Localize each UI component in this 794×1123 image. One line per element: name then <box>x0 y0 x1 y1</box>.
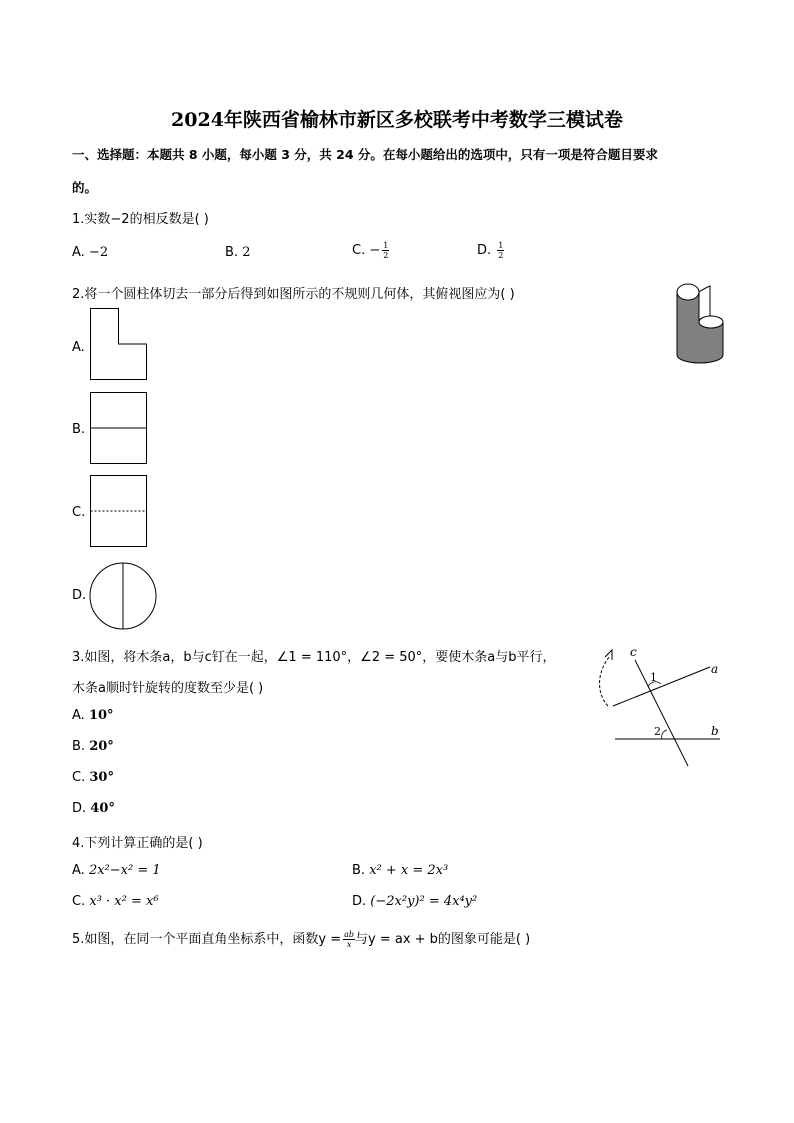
option-c-rect-dashed-line-view <box>90 475 147 547</box>
q5-stem-pre: 5.如图，在同一个平面直角坐标系中，函数y = <box>72 932 342 947</box>
q3-option-a[interactable] <box>72 708 114 723</box>
fraction: $\frac{1}{2}$ <box>383 241 389 260</box>
option-label: C. <box>72 770 86 785</box>
option-label: A. <box>72 708 85 723</box>
q4-option-d[interactable] <box>352 894 477 909</box>
label-angle-2: 2 <box>654 725 661 738</box>
line-c <box>635 660 688 766</box>
option-label: C. <box>72 894 86 909</box>
q5-stem-post: 与y = ax + b的图象可能是( ) <box>355 932 531 947</box>
q1-option-c[interactable] <box>352 241 389 260</box>
q4-option-b[interactable] <box>352 863 448 878</box>
label-c: c <box>630 645 637 659</box>
label-a: a <box>711 662 719 676</box>
q3-lines-figure <box>590 640 725 770</box>
label-angle-1: 1 <box>650 671 657 684</box>
option-text: x³ · x² = x⁶ <box>89 894 159 909</box>
option-label: A. <box>72 863 85 878</box>
option-label: A. <box>72 245 85 260</box>
option-text: 2 <box>242 245 251 260</box>
question-2-stem: 2.将一个圆柱体切去一部分后得到如图所示的不规则几何体，其俯视图应为( ) <box>72 287 515 302</box>
question-4-stem: 4.下列计算正确的是( ) <box>72 836 203 851</box>
option-text: − <box>369 243 381 258</box>
option-b-rect-solid-line-view <box>90 392 147 464</box>
label-b: b <box>711 724 719 738</box>
q2-option-c[interactable]: C. <box>72 505 86 520</box>
q4-option-c[interactable] <box>72 894 159 909</box>
question-3-stem-line1: 3.如图，将木条a，b与c钉在一起，∠1 = 110°，∠2 = 50°，要使木条a与b平行， <box>72 650 556 665</box>
fraction: $\frac{1}{2}$ <box>498 241 504 260</box>
q2-option-a[interactable]: A. <box>72 340 85 355</box>
option-text: 30° <box>89 770 114 785</box>
option-label: D. <box>72 801 87 816</box>
q1-option-a[interactable] <box>72 245 108 260</box>
option-text: 2x²−x² = 1 <box>88 863 161 878</box>
line-a <box>613 667 710 706</box>
cut-cylinder-figure <box>672 280 728 370</box>
option-text: −2 <box>88 245 109 260</box>
q2-option-d[interactable]: D. <box>72 588 87 603</box>
option-label: D. <box>352 894 367 909</box>
question-1-stem: 1.实数−2的相反数是( ) <box>72 212 209 227</box>
option-label: B. <box>352 863 366 878</box>
q3-option-b[interactable] <box>72 739 114 754</box>
q4-option-a[interactable] <box>72 863 161 878</box>
option-text: x² + x = 2x³ <box>369 863 449 878</box>
section-heading: 一、选择题：本题共 8 小题，每小题 3 分，共 24 分。在每小题给出的选项中，只有一项是符合题目要求 <box>72 147 658 162</box>
section-heading-continued: 的。 <box>72 180 98 195</box>
q1-option-b[interactable] <box>225 245 250 260</box>
question-3-stem-line2: 木条a顺时针旋转的度数至少是( ) <box>72 681 264 696</box>
option-text: (−2x²y)² = 4x⁴y² <box>370 894 478 909</box>
q5-fraction: $\frac{ab}{x}$ <box>344 930 355 949</box>
q1-option-d[interactable] <box>477 241 504 260</box>
option-label: C. <box>352 243 366 258</box>
option-label: D. <box>477 243 492 258</box>
option-label: B. <box>225 245 239 260</box>
option-text: 20° <box>89 739 114 754</box>
option-text: 40° <box>90 801 115 816</box>
question-5-stem <box>72 928 530 949</box>
q2-option-b[interactable]: B. <box>72 422 86 437</box>
q3-option-c[interactable] <box>72 770 114 785</box>
option-label: B. <box>72 739 86 754</box>
q3-option-d[interactable] <box>72 801 115 816</box>
option-d-circle-view <box>89 562 157 630</box>
option-text: 10° <box>88 708 114 723</box>
page-title: 2024年陕西省榆林市新区多校联考中考数学三模试卷 <box>171 109 623 131</box>
option-a-l-shape-view <box>90 308 147 380</box>
